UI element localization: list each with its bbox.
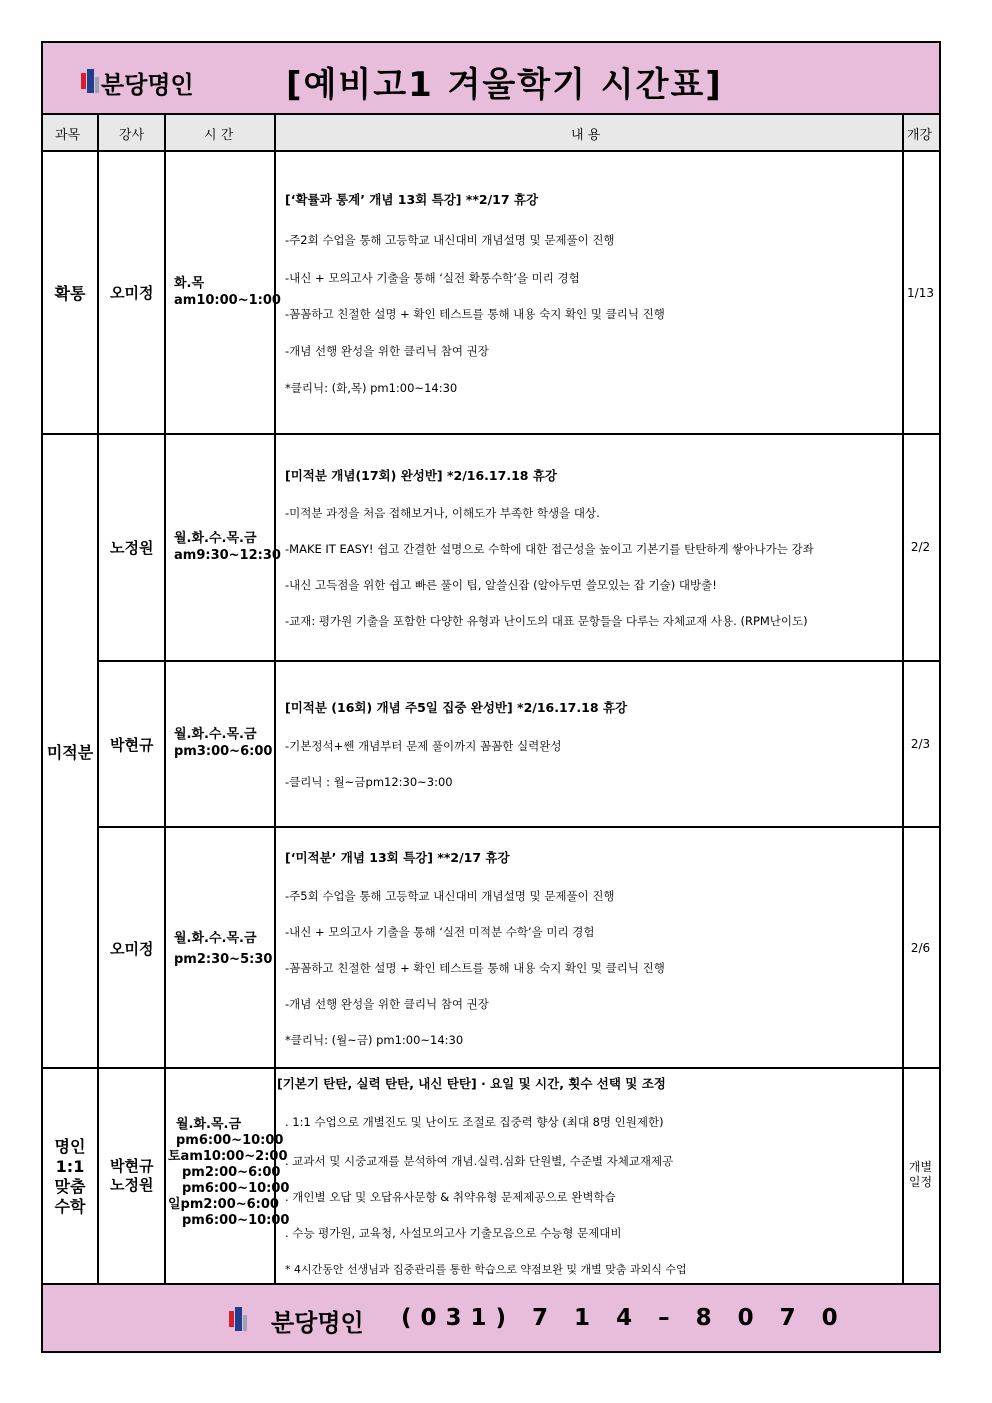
course-detail: -꼼꼼하고 친절한 설명 + 확인 테스트를 통해 내용 숙지 확인 및 클리닉 진행 bbox=[285, 961, 665, 975]
course-detail: -MAKE IT EASY! 쉽고 간결한 설명으로 수학에 대한 접근성을 높이고 기본기를 탄탄하게 쌓아나가는 강좌 bbox=[285, 542, 814, 556]
course-detail: *클리닉: (월~금) pm1:00~14:30 bbox=[285, 1033, 464, 1047]
course-detail: *클리닉: (화,목) pm1:00~14:30 bbox=[285, 381, 458, 395]
page-title: [예비고1 겨울학기 시간표] bbox=[286, 65, 723, 105]
footer-brand: 분당명인 bbox=[271, 1309, 364, 1337]
open-date: 2/6 bbox=[910, 941, 931, 955]
col-content: 내 용 bbox=[571, 128, 601, 143]
row-divider bbox=[97, 660, 939, 662]
course-detail: . 교과서 및 시중교재를 분석하여 개념.실력.심화 단원별, 수준별 자체교재제공 bbox=[285, 1154, 674, 1168]
course-detail: . 개인별 오답 및 오답유사문항 & 취약유형 문제제공으로 완벽학습 bbox=[285, 1190, 616, 1204]
class-time: 월.화.목.금 pm6:00~10:00 토am10:00~2:00 pm2:00~6:00 pm6:00~10:00 일pm2:00~6:00 pm6:00~10:00 bbox=[168, 1117, 290, 1228]
course-heading: [기본기 탄탄, 실력 탄탄, 내신 탄탄] · 요일 및 시간, 횟수 선택 및 조정 bbox=[277, 1076, 666, 1091]
course-heading: [미적분 (16회) 개념 주5일 집중 완성반] *2/16.17.18 휴강 bbox=[285, 700, 628, 715]
open-date: 개별 일정 bbox=[908, 1160, 933, 1189]
course-detail: . 1:1 수업으로 개별진도 및 난이도 조절로 집중력 향상 (최대 8명 인원제한) bbox=[285, 1115, 664, 1129]
header-brand: 분당명인 bbox=[101, 71, 194, 99]
col-subject: 과목 bbox=[55, 128, 81, 143]
open-date: 2/3 bbox=[910, 737, 931, 751]
header-band bbox=[43, 43, 939, 115]
course-detail: -주5회 수업을 통해 고등학교 내신대비 개념설명 및 문제풀이 진행 bbox=[285, 889, 615, 903]
course-detail: -개념 선행 완성을 위한 클리닉 참여 권장 bbox=[285, 344, 489, 358]
course-heading: [미적분 개념(17회) 완성반] *2/16.17.18 휴강 bbox=[285, 468, 557, 483]
course-detail: -내신 + 모의고사 기출을 통해 ‘실전 미적분 수학’을 미리 경험 bbox=[285, 925, 595, 939]
teacher-name: 박현규 bbox=[110, 736, 154, 754]
row-divider bbox=[43, 1067, 939, 1069]
footer-phone: (031) 7 1 4 – 8 0 7 0 bbox=[401, 1305, 847, 1331]
class-time: 월.화.수.목.금 pm3:00~6:00 bbox=[174, 727, 273, 759]
timetable-sheet bbox=[41, 41, 941, 1353]
course-detail: * 4시간동안 선생님과 집중관리를 통한 학습으로 약점보완 및 개별 맞춤 과외식 수업 bbox=[285, 1263, 687, 1276]
subject-hwaktong: 확통 bbox=[54, 284, 86, 303]
course-detail: . 수능 평가원, 교육청, 사설모의고사 기출모음으로 수능형 문제대비 bbox=[285, 1226, 622, 1240]
teacher-name: 노정원 bbox=[110, 539, 154, 557]
grid-line bbox=[97, 115, 99, 1283]
course-detail: -클리닉 : 월~금pm12:30~3:00 bbox=[285, 775, 453, 789]
row-divider bbox=[97, 826, 939, 828]
open-date: 1/13 bbox=[907, 286, 934, 300]
course-detail: -기본정석+쎈 개념부터 문제 풀이까지 꼼꼼한 실력완성 bbox=[285, 739, 562, 753]
course-detail: -교재: 평가원 기출을 포함한 다양한 유형과 난이도의 대표 문항들을 다루는 자체교재 사용. (RPM난이도) bbox=[285, 614, 808, 628]
class-time: 화.목 am10:00~1:00 bbox=[174, 276, 281, 308]
teacher-name: 오미정 bbox=[110, 940, 154, 958]
grid-line bbox=[164, 115, 166, 1283]
row-divider bbox=[43, 433, 939, 435]
course-detail: -내신 + 모의고사 기출을 통해 ‘실전 확통수학’을 미리 경험 bbox=[285, 271, 580, 285]
class-time: 월.화.수.목.금 am9:30~12:30 bbox=[174, 531, 281, 563]
academy-logo-icon bbox=[81, 69, 99, 93]
teacher-names: 박현규 노정원 bbox=[110, 1157, 154, 1194]
course-heading: [‘확률과 통계’ 개념 13회 특강] **2/17 휴강 bbox=[285, 192, 539, 207]
teacher-name: 오미정 bbox=[110, 284, 154, 302]
class-time: 월.화.수.목.금 pm2:30~5:30 bbox=[174, 931, 273, 967]
course-detail: -내신 고득점을 위한 쉽고 빠른 풀이 팁, 알쓸신잡 (알아두면 쓸모있는 잡 기술) 대방출! bbox=[285, 578, 717, 592]
col-open: 개강 bbox=[907, 128, 933, 143]
subject-mijeokbun: 미적분 bbox=[46, 743, 94, 762]
course-detail: -주2회 수업을 통해 고등학교 내신대비 개념설명 및 문제풀이 진행 bbox=[285, 233, 615, 247]
course-detail: -꼼꼼하고 친절한 설명 + 확인 테스트를 통해 내용 숙지 확인 및 클리닉 진행 bbox=[285, 307, 665, 321]
open-date: 2/2 bbox=[910, 540, 931, 554]
subject-myeongin: 명인 1:1 맞춤 수학 bbox=[54, 1137, 86, 1216]
academy-logo-icon bbox=[229, 1307, 247, 1331]
footer-band bbox=[43, 1283, 939, 1351]
course-detail: -미적분 과정을 처음 접해보거나, 이해도가 부족한 학생을 대상. bbox=[285, 506, 600, 520]
column-header-row bbox=[43, 115, 939, 152]
col-time: 시 간 bbox=[204, 128, 234, 143]
col-teacher: 강사 bbox=[119, 128, 145, 143]
course-detail: -개념 선행 완성을 위한 클리닉 참여 권장 bbox=[285, 997, 489, 1011]
course-heading: [‘미적분’ 개념 13회 특강] **2/17 휴강 bbox=[285, 850, 510, 865]
